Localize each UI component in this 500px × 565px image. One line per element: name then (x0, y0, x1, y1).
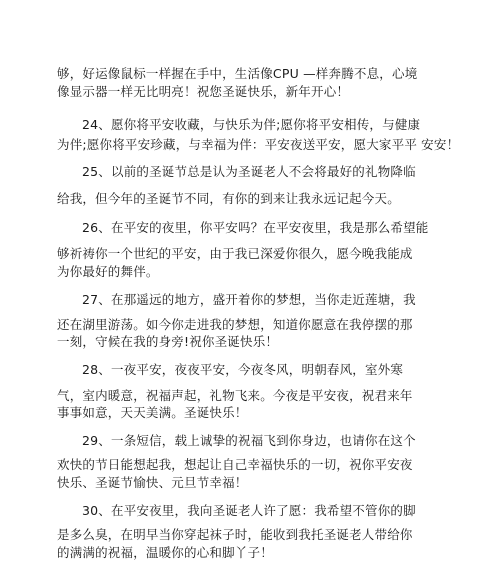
item-27-line: 27、在那遥远的地方，盛开着你的梦想，当你走近莲塘，我 (82, 292, 416, 307)
text-line: 快乐、圣诞节愉快、元旦节幸福！ (57, 475, 248, 490)
item-30-line: 30、在平安夜里，我向圣诞老人许了愿：我希望不管你的脚 (82, 503, 416, 518)
text-line: 欢快的节日能想起我，想起让自己幸福快乐的一切，祝你平安夜 (57, 457, 413, 472)
text-line: 还在湖里游荡。如今你走进我的梦想，知道你愿意在我停摆的那 (57, 317, 413, 332)
item-26-line: 26、在平安的夜里，你平安吗？在平安夜里，我是那么希望能 (82, 220, 429, 235)
text-line: 够祈祷你一个世纪的平安，由于我已深爱你很久，愿今晚我能成 (57, 246, 413, 261)
text-line: 像显示器一样无比明亮！祝您圣诞快乐，新年开心！ (57, 84, 350, 99)
text-line: 事事如意，天天美满。圣诞快乐！ (57, 405, 248, 420)
item-25-line: 25、以前的圣诞节总是认为圣诞老人不会将最好的礼物降临 (82, 164, 416, 179)
text-line: 为伴;愿你将平安珍藏，与幸福为伴：平安夜送平安，愿大家平平 安安！ (57, 137, 460, 152)
text-line: 给我，但今年的圣诞节不同，有你的到来让我永远记起今天。 (57, 191, 400, 206)
text-line: 为你最好的舞伴。 (57, 264, 159, 279)
text-line: 气，室内暖意，祝福声起，礼物飞来。今夜是平安夜，祝君来年 (57, 388, 413, 403)
text-line: 的满满的祝福，温暖你的心和脚丫子！ (57, 545, 273, 560)
text-line: 一刻，守候在我的身旁!祝你圣诞快乐！ (57, 334, 279, 349)
text-line: 够，好运像鼠标一样握在手中，生活像CPU —样奔腾不息，心境 (57, 66, 418, 81)
item-29-line: 29、一条短信，载上诚挚的祝福飞到你身边，也请你在这个 (82, 433, 416, 448)
text-line: 是多么臭，在明早当你穿起袜子时，能收到我托圣诞老人带给你 (57, 527, 413, 542)
item-28-line: 28、一夜平安，夜夜平安，今夜冬风，明朝春风，室外寒 (82, 362, 404, 377)
item-24-line: 24、愿你将平安收藏，与快乐为伴;愿你将平安相传，与健康 (82, 117, 421, 132)
